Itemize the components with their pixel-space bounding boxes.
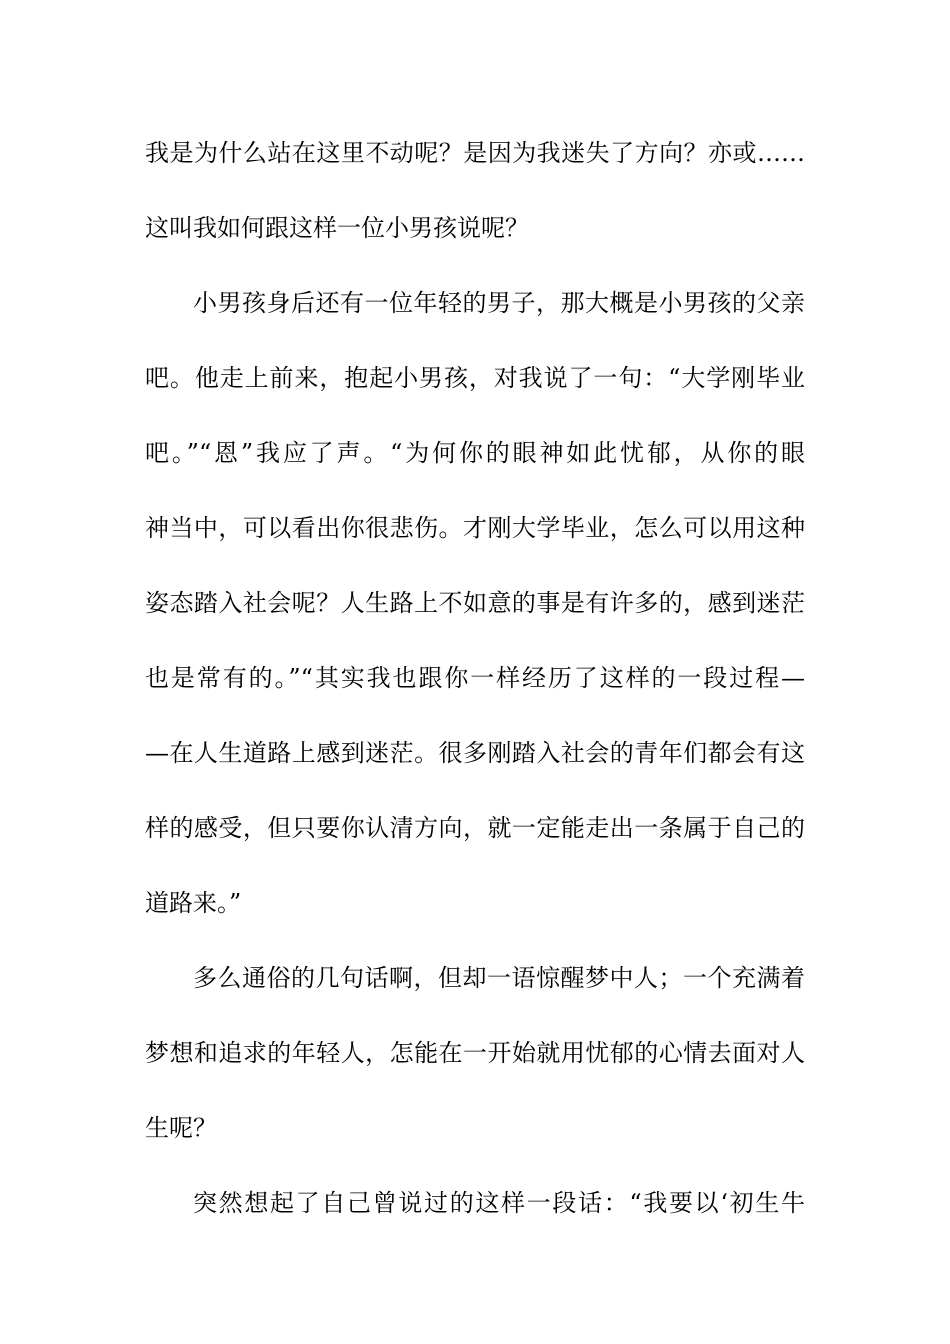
text-line-7: 姿态踏入社会呢？人生路上不如意的事是有许多的，感到迷茫 <box>145 589 805 617</box>
text-line-11: 道路来。” <box>145 889 242 917</box>
text-line-12: 多么通俗的几句话啊，但却一语惊醒梦中人；一个充满着 <box>193 964 805 992</box>
text-line-3: 小男孩身后还有一位年轻的男子，那大概是小男孩的父亲 <box>193 289 805 317</box>
text-line-13: 梦想和追求的年轻人，怎能在一开始就用忧郁的心情去面对人 <box>145 1039 805 1067</box>
body-text <box>145 127 805 1252</box>
text-line-8: 也是常有的。”“其实我也跟你一样经历了这样的一段过程— <box>145 664 805 692</box>
text-line-2: 这叫我如何跟这样一位小男孩说呢？ <box>145 214 529 242</box>
text-line-5: 吧。”“恩”我应了声。“为何你的眼神如此忧郁，从你的眼 <box>145 439 805 467</box>
text-line-15: 突然想起了自己曾说过的这样一段话：“我要以‘初生牛 <box>193 1189 805 1217</box>
text-line-9: —在人生道路上感到迷茫。很多刚踏入社会的青年们都会有这 <box>145 739 805 767</box>
text-line-14: 生呢？ <box>145 1114 217 1142</box>
text-line-4: 吧。他走上前来，抱起小男孩，对我说了一句：“大学刚毕业 <box>145 364 805 392</box>
text-line-10: 样的感受，但只要你认清方向，就一定能走出一条属于自己的 <box>145 814 805 842</box>
text-line-6: 神当中，可以看出你很悲伤。才刚大学毕业，怎么可以用这种 <box>145 514 805 542</box>
text-line-1: 我是为什么站在这里不动呢？是因为我迷失了方向？亦或…… <box>145 139 805 167</box>
